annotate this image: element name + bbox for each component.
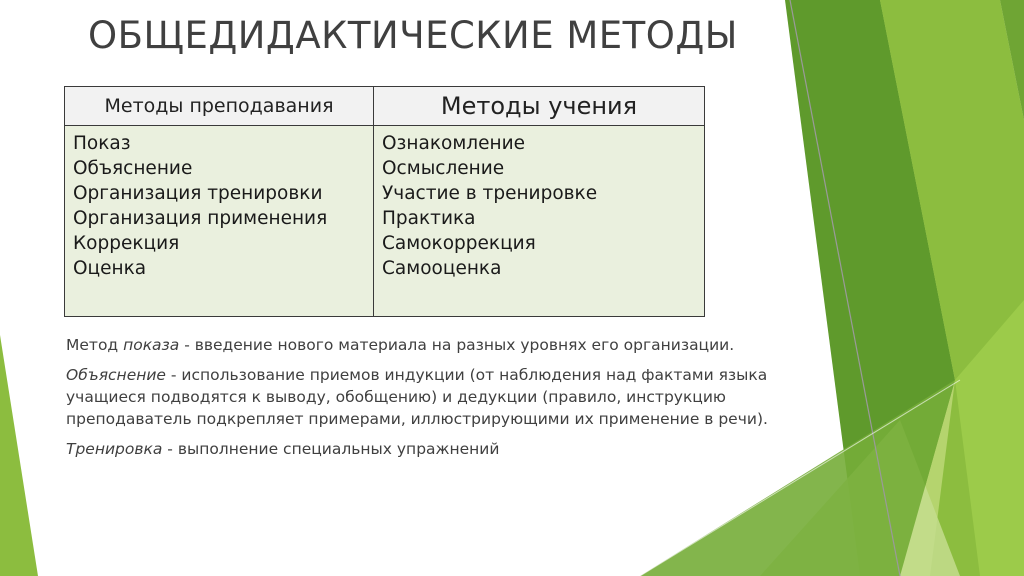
list-item: Показ bbox=[73, 133, 131, 154]
header-teaching-methods: Методы преподавания bbox=[65, 87, 374, 126]
slide-title: ОБЩЕДИДАКТИЧЕСКИЕ МЕТОДЫ bbox=[88, 14, 738, 57]
list-item: Самооценка bbox=[382, 258, 502, 279]
term-explanation: Объяснение bbox=[66, 366, 166, 384]
list-item: Организация тренировки bbox=[73, 183, 323, 204]
p2-text: - использование приемов индукции (от наблюдения над фактами языка учащиеся подводятся к выводу, обобщению) и дедукции (правило, инструкцию преподаватель подкрепляет примерами, иллюстрирующими их применение в речи). bbox=[66, 366, 768, 428]
paragraph-explanation bbox=[66, 364, 786, 430]
teaching-methods-list bbox=[65, 126, 373, 281]
list-item: Оценка bbox=[73, 258, 147, 279]
learning-methods-list bbox=[374, 126, 704, 281]
paragraph-training bbox=[66, 438, 786, 460]
list-item: Осмысление bbox=[382, 158, 505, 179]
description-text bbox=[66, 334, 786, 468]
list-item: Коррекция bbox=[73, 233, 180, 254]
list-item: Практика bbox=[382, 208, 476, 229]
methods-table bbox=[64, 86, 705, 317]
left-green-triangle bbox=[0, 335, 38, 576]
paragraph-show-method bbox=[66, 334, 786, 356]
p1-text: - введение нового материала на разных уровнях его организации. bbox=[179, 336, 735, 354]
term-show: показа bbox=[123, 336, 180, 354]
list-item: Самокоррекция bbox=[382, 233, 536, 254]
list-item: Объяснение bbox=[73, 158, 193, 179]
list-item: Организация применения bbox=[73, 208, 328, 229]
list-item: Ознакомление bbox=[382, 133, 525, 154]
term-training: Тренировка bbox=[66, 440, 163, 458]
learning-methods-cell bbox=[374, 126, 705, 317]
table-body-row bbox=[65, 126, 705, 317]
list-item: Участие в тренировке bbox=[382, 183, 598, 204]
table-header-row bbox=[65, 87, 705, 126]
p1-prefix: Метод bbox=[66, 336, 124, 354]
header-learning-methods: Методы учения bbox=[374, 87, 705, 126]
p3-text: - выполнение специальных упражнений bbox=[162, 440, 500, 458]
teaching-methods-cell bbox=[65, 126, 374, 317]
